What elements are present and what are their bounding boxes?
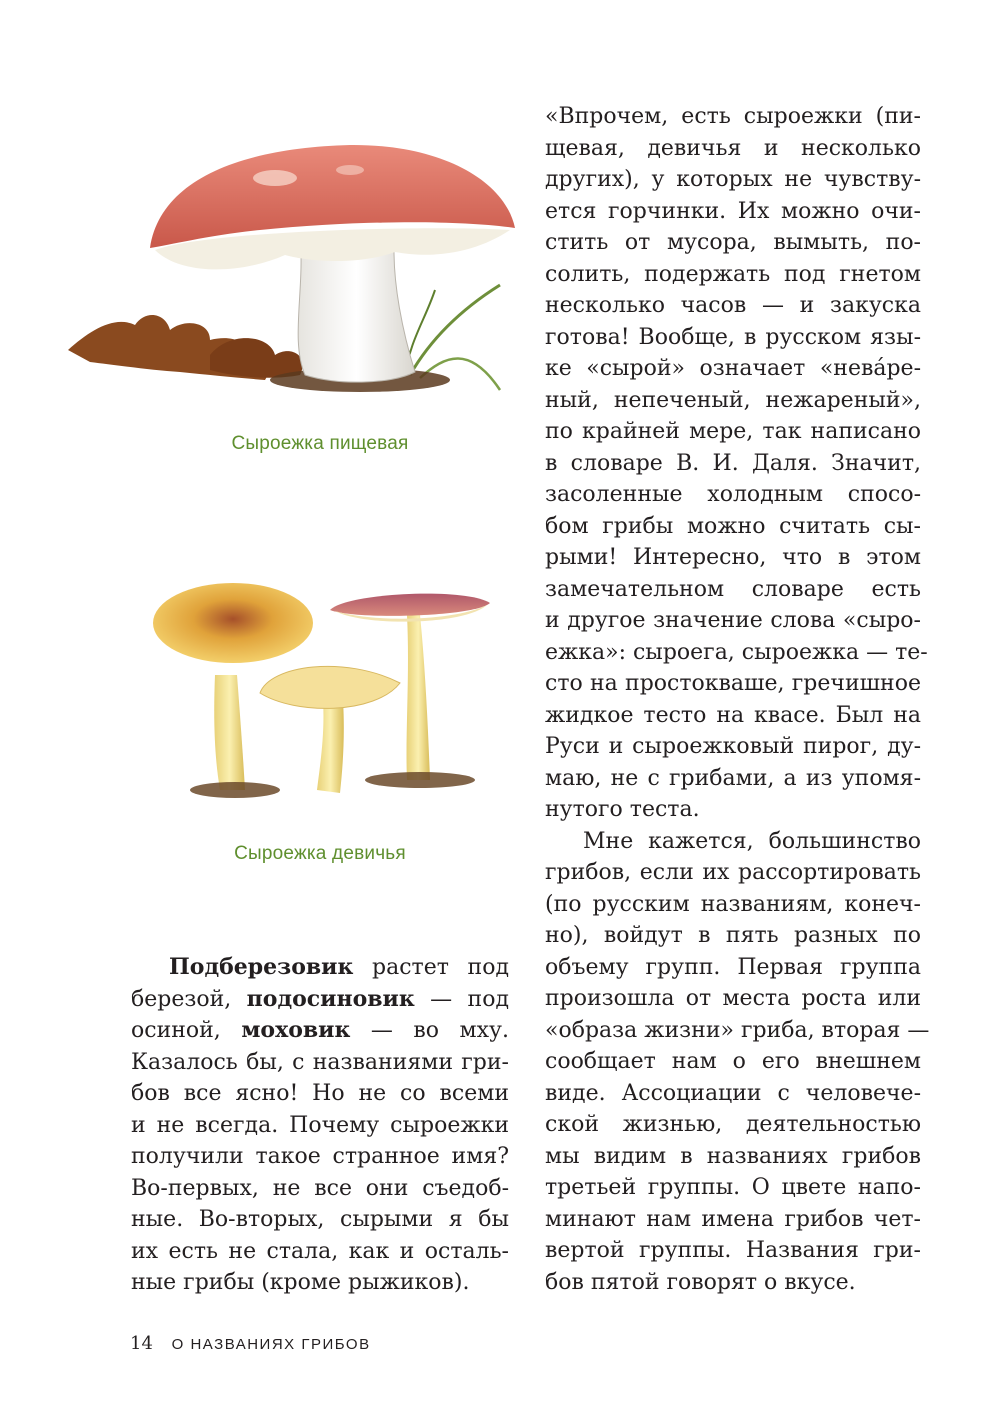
russula-vesca-illustration <box>60 140 520 400</box>
text-line: но), войдут в пять разных по <box>545 923 921 948</box>
text-line: стить от мусора, вымыть, по- <box>545 230 921 255</box>
text-line: Руси и сыроежковый пирог, ду- <box>545 734 921 759</box>
text-line: грибов, если их рассортировать <box>545 860 921 885</box>
text-line: виде. Ассоциации с человече- <box>545 1080 921 1106</box>
page-number: 14 <box>130 1333 153 1354</box>
text-line: Казалось бы, с названиями гри- <box>131 1049 509 1075</box>
text-span: — во мху. <box>350 1018 509 1043</box>
text-line: бом грибы можно считать сы- <box>545 513 921 539</box>
text-line: ные грибы (кроме рыжиков). <box>131 1270 470 1295</box>
left-column-text <box>131 952 509 1299</box>
figure-caption-2: Сыроежка девичья <box>234 843 406 864</box>
text-line: в словаре В. И. Даля. Значит, <box>545 450 921 476</box>
text-line: бов все ясно! Но не со всеми <box>131 1081 509 1106</box>
text-span: — под <box>414 986 509 1012</box>
text-line: минают нам имена грибов чет- <box>545 1206 921 1232</box>
text-line: несколько часов — и закуска <box>545 293 921 318</box>
bold-term: моховик <box>241 1017 351 1043</box>
text-line: по крайней мере, так написано <box>545 419 921 444</box>
text-line: ные. Во-вторых, сырыми я бы <box>131 1207 509 1232</box>
running-title: О НАЗВАНИЯХ ГРИБОВ <box>171 1336 371 1353</box>
text-line: Мне кажется, большинство <box>583 828 921 854</box>
text-line: щевая, девичья и несколько <box>545 135 921 161</box>
text-line: получили такое странное имя? <box>131 1144 509 1169</box>
left-lines <box>131 1047 509 1299</box>
text-line: засоленные холодным спосо- <box>545 482 921 507</box>
text-line: ке «сырой» означает «невáре- <box>545 356 921 381</box>
bold-term: подосиновик <box>246 985 415 1012</box>
bold-term: Подберезовик <box>169 954 354 980</box>
text-line: «Впрочем, есть сыроежки (пи- <box>545 104 921 129</box>
mushroom-illustration <box>60 140 520 400</box>
text-line: мы видим в названиях грибов <box>545 1143 921 1169</box>
text-line: ется горчинки. Их можно очи- <box>545 198 921 224</box>
text-line: других), у которых не чувству- <box>545 167 921 192</box>
text-line: ской жизнью, деятельностью <box>545 1112 921 1137</box>
text-line: объему групп. Первая группа <box>545 954 921 980</box>
right-column-text <box>545 101 930 1298</box>
figure-caption-1: Сыроежка пищевая <box>231 433 409 454</box>
paragraph-2 <box>545 826 930 1299</box>
text-line: и другое значение слова «сыро- <box>545 608 921 633</box>
text-line: бов пятой говорят о вкусе. <box>545 1269 856 1295</box>
text-line: (по русским названиям, конеч- <box>545 891 921 917</box>
text-line: ный, непеченый, нежареный», <box>545 387 921 413</box>
text-line: замечательном словаре есть <box>545 576 921 602</box>
paragraph-1 <box>545 101 928 826</box>
text-line: готова! Вообще, в русском язы- <box>545 324 921 350</box>
text-line: сообщает нам о его внешнем <box>545 1049 921 1074</box>
text-line: сто на простокваше, гречишное <box>545 671 921 696</box>
text-line: третьей группы. О цвете напо- <box>545 1175 921 1200</box>
mushroom-illustration <box>145 575 505 805</box>
text-line: ежка»: сыроега, сыроежка — те- <box>545 639 928 665</box>
text-line: вертой группы. Названия гри- <box>545 1238 921 1263</box>
text-span: березой, <box>131 986 247 1012</box>
text-line <box>131 984 509 1016</box>
text-line: произошла от места роста или <box>545 986 921 1011</box>
text-line <box>131 952 509 984</box>
text-line: рыми! Интересно, что в этом <box>545 545 921 570</box>
text-line: жидкое тесто на квасе. Был на <box>545 702 921 728</box>
text-line <box>131 1015 509 1047</box>
text-line: Во-первых, не все они съедоб- <box>131 1175 509 1201</box>
text-line: и не всегда. Почему сыроежки <box>131 1112 509 1138</box>
text-line: их есть не стала, как и осталь- <box>131 1238 509 1264</box>
text-line: маю, не с грибами, а из упомя- <box>545 765 921 791</box>
text-line: солить, подержать под гнетом <box>545 261 921 287</box>
text-line: нутого теста. <box>545 797 700 822</box>
text-span: растет под <box>353 955 509 980</box>
page-footer <box>130 1333 371 1354</box>
russula-puellaris-illustration <box>145 575 505 805</box>
text-line: «образа жизни» гриба, вторая — <box>545 1017 930 1043</box>
text-span: осиной, <box>131 1018 242 1043</box>
